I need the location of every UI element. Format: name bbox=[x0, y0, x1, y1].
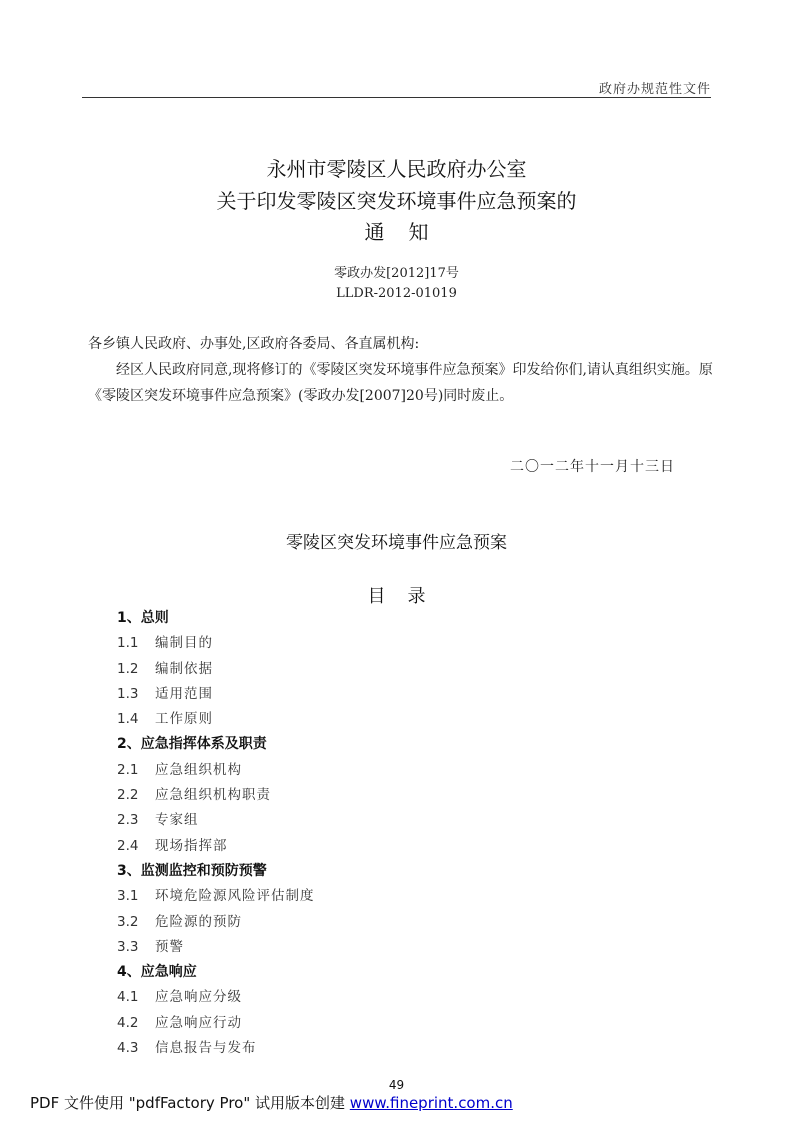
document-title-line-1: 永州市零陵区人民政府办公室 bbox=[266, 157, 527, 181]
running-header: 政府办规范性文件 bbox=[598, 82, 711, 97]
footer-link[interactable]: www.fineprint.com.cn bbox=[349, 1094, 513, 1112]
toc-item bbox=[117, 1011, 677, 1036]
toc-item-text: 应急响应行动 bbox=[155, 1014, 242, 1031]
document-registration-number: LLDR-2012-01019 bbox=[336, 286, 457, 301]
addressee: 各乡镇人民政府、办事处,区政府各委局、各直属机构: bbox=[88, 336, 420, 352]
table-of-contents bbox=[117, 606, 677, 1061]
pdf-footer bbox=[30, 1092, 513, 1113]
toc-item-number: 3.1 bbox=[117, 888, 139, 905]
toc-item-text: 工作原则 bbox=[155, 711, 213, 728]
toc-item-number: 1.1 bbox=[117, 635, 139, 652]
toc-item bbox=[117, 884, 677, 909]
toc-item-number: 3.3 bbox=[117, 938, 139, 955]
document-title-line-3: 通知 bbox=[364, 220, 453, 244]
toc-item-number: 1.4 bbox=[117, 711, 139, 728]
toc-item bbox=[117, 707, 677, 732]
toc-item bbox=[117, 783, 677, 808]
toc-item-number: 4.2 bbox=[117, 1014, 139, 1031]
toc-item bbox=[117, 910, 677, 935]
toc-item bbox=[117, 631, 677, 656]
page-number: 49 bbox=[388, 1078, 405, 1092]
toc-item-number: 2.3 bbox=[117, 812, 139, 829]
toc-section: 4、应急响应 bbox=[117, 964, 197, 981]
footer-text: PDF 文件使用 "pdfFactory Pro" 试用版本创建 bbox=[30, 1094, 346, 1112]
toc-item bbox=[117, 758, 677, 783]
toc-item-text: 危险源的预防 bbox=[155, 913, 242, 930]
toc-item-number: 2.4 bbox=[117, 837, 139, 854]
toc-item-text: 编制依据 bbox=[155, 660, 213, 677]
toc-item bbox=[117, 834, 677, 859]
document-title-line-2: 关于印发零陵区突发环境事件应急预案的 bbox=[216, 189, 577, 213]
toc-item bbox=[117, 682, 677, 707]
issue-date: 二〇一二年十一月十三日 bbox=[510, 459, 675, 475]
toc-item bbox=[117, 657, 677, 682]
toc-item bbox=[117, 935, 677, 960]
toc-item-text: 专家组 bbox=[155, 812, 199, 829]
toc-item bbox=[117, 1036, 677, 1061]
toc-item bbox=[117, 808, 677, 833]
toc-item-text: 现场指挥部 bbox=[155, 837, 228, 854]
toc-item-text: 应急响应分级 bbox=[155, 989, 242, 1006]
toc-item-text: 应急组织机构职责 bbox=[155, 787, 271, 804]
toc-item-text: 应急组织机构 bbox=[155, 761, 242, 778]
toc-item-number: 4.3 bbox=[117, 1040, 139, 1057]
toc-item-text: 预警 bbox=[155, 938, 184, 955]
toc-item-number: 3.2 bbox=[117, 913, 139, 930]
toc-section: 2、应急指挥体系及职责 bbox=[117, 736, 267, 753]
toc-item-number: 4.1 bbox=[117, 989, 139, 1006]
toc-item-number: 1.2 bbox=[117, 660, 139, 677]
toc-item-text: 适用范围 bbox=[155, 685, 213, 702]
toc-item-text: 编制目的 bbox=[155, 635, 213, 652]
plan-title: 零陵区突发环境事件应急预案 bbox=[286, 533, 507, 553]
toc-item-text: 信息报告与发布 bbox=[155, 1040, 257, 1057]
toc-item-number: 2.1 bbox=[117, 761, 139, 778]
toc-item bbox=[117, 985, 677, 1010]
document-number: 零政办发[2012]17号 bbox=[334, 266, 459, 281]
toc-section: 1、总则 bbox=[117, 610, 169, 626]
toc-heading: 目录 bbox=[367, 586, 448, 607]
toc-item-number: 1.3 bbox=[117, 685, 139, 702]
toc-item-number: 2.2 bbox=[117, 787, 139, 804]
toc-item-text: 环境危险源风险评估制度 bbox=[155, 888, 315, 905]
toc-section: 3、监测监控和预防预警 bbox=[117, 862, 267, 879]
header-divider bbox=[82, 97, 711, 98]
body-paragraph: 经区人民政府同意,现将修订的《零陵区突发环境事件应急预案》印发给你们,请认真组织实施。原《零陵区突发环境事件应急预案》(零政办发[2007]20号)同时废止。 bbox=[88, 362, 713, 404]
